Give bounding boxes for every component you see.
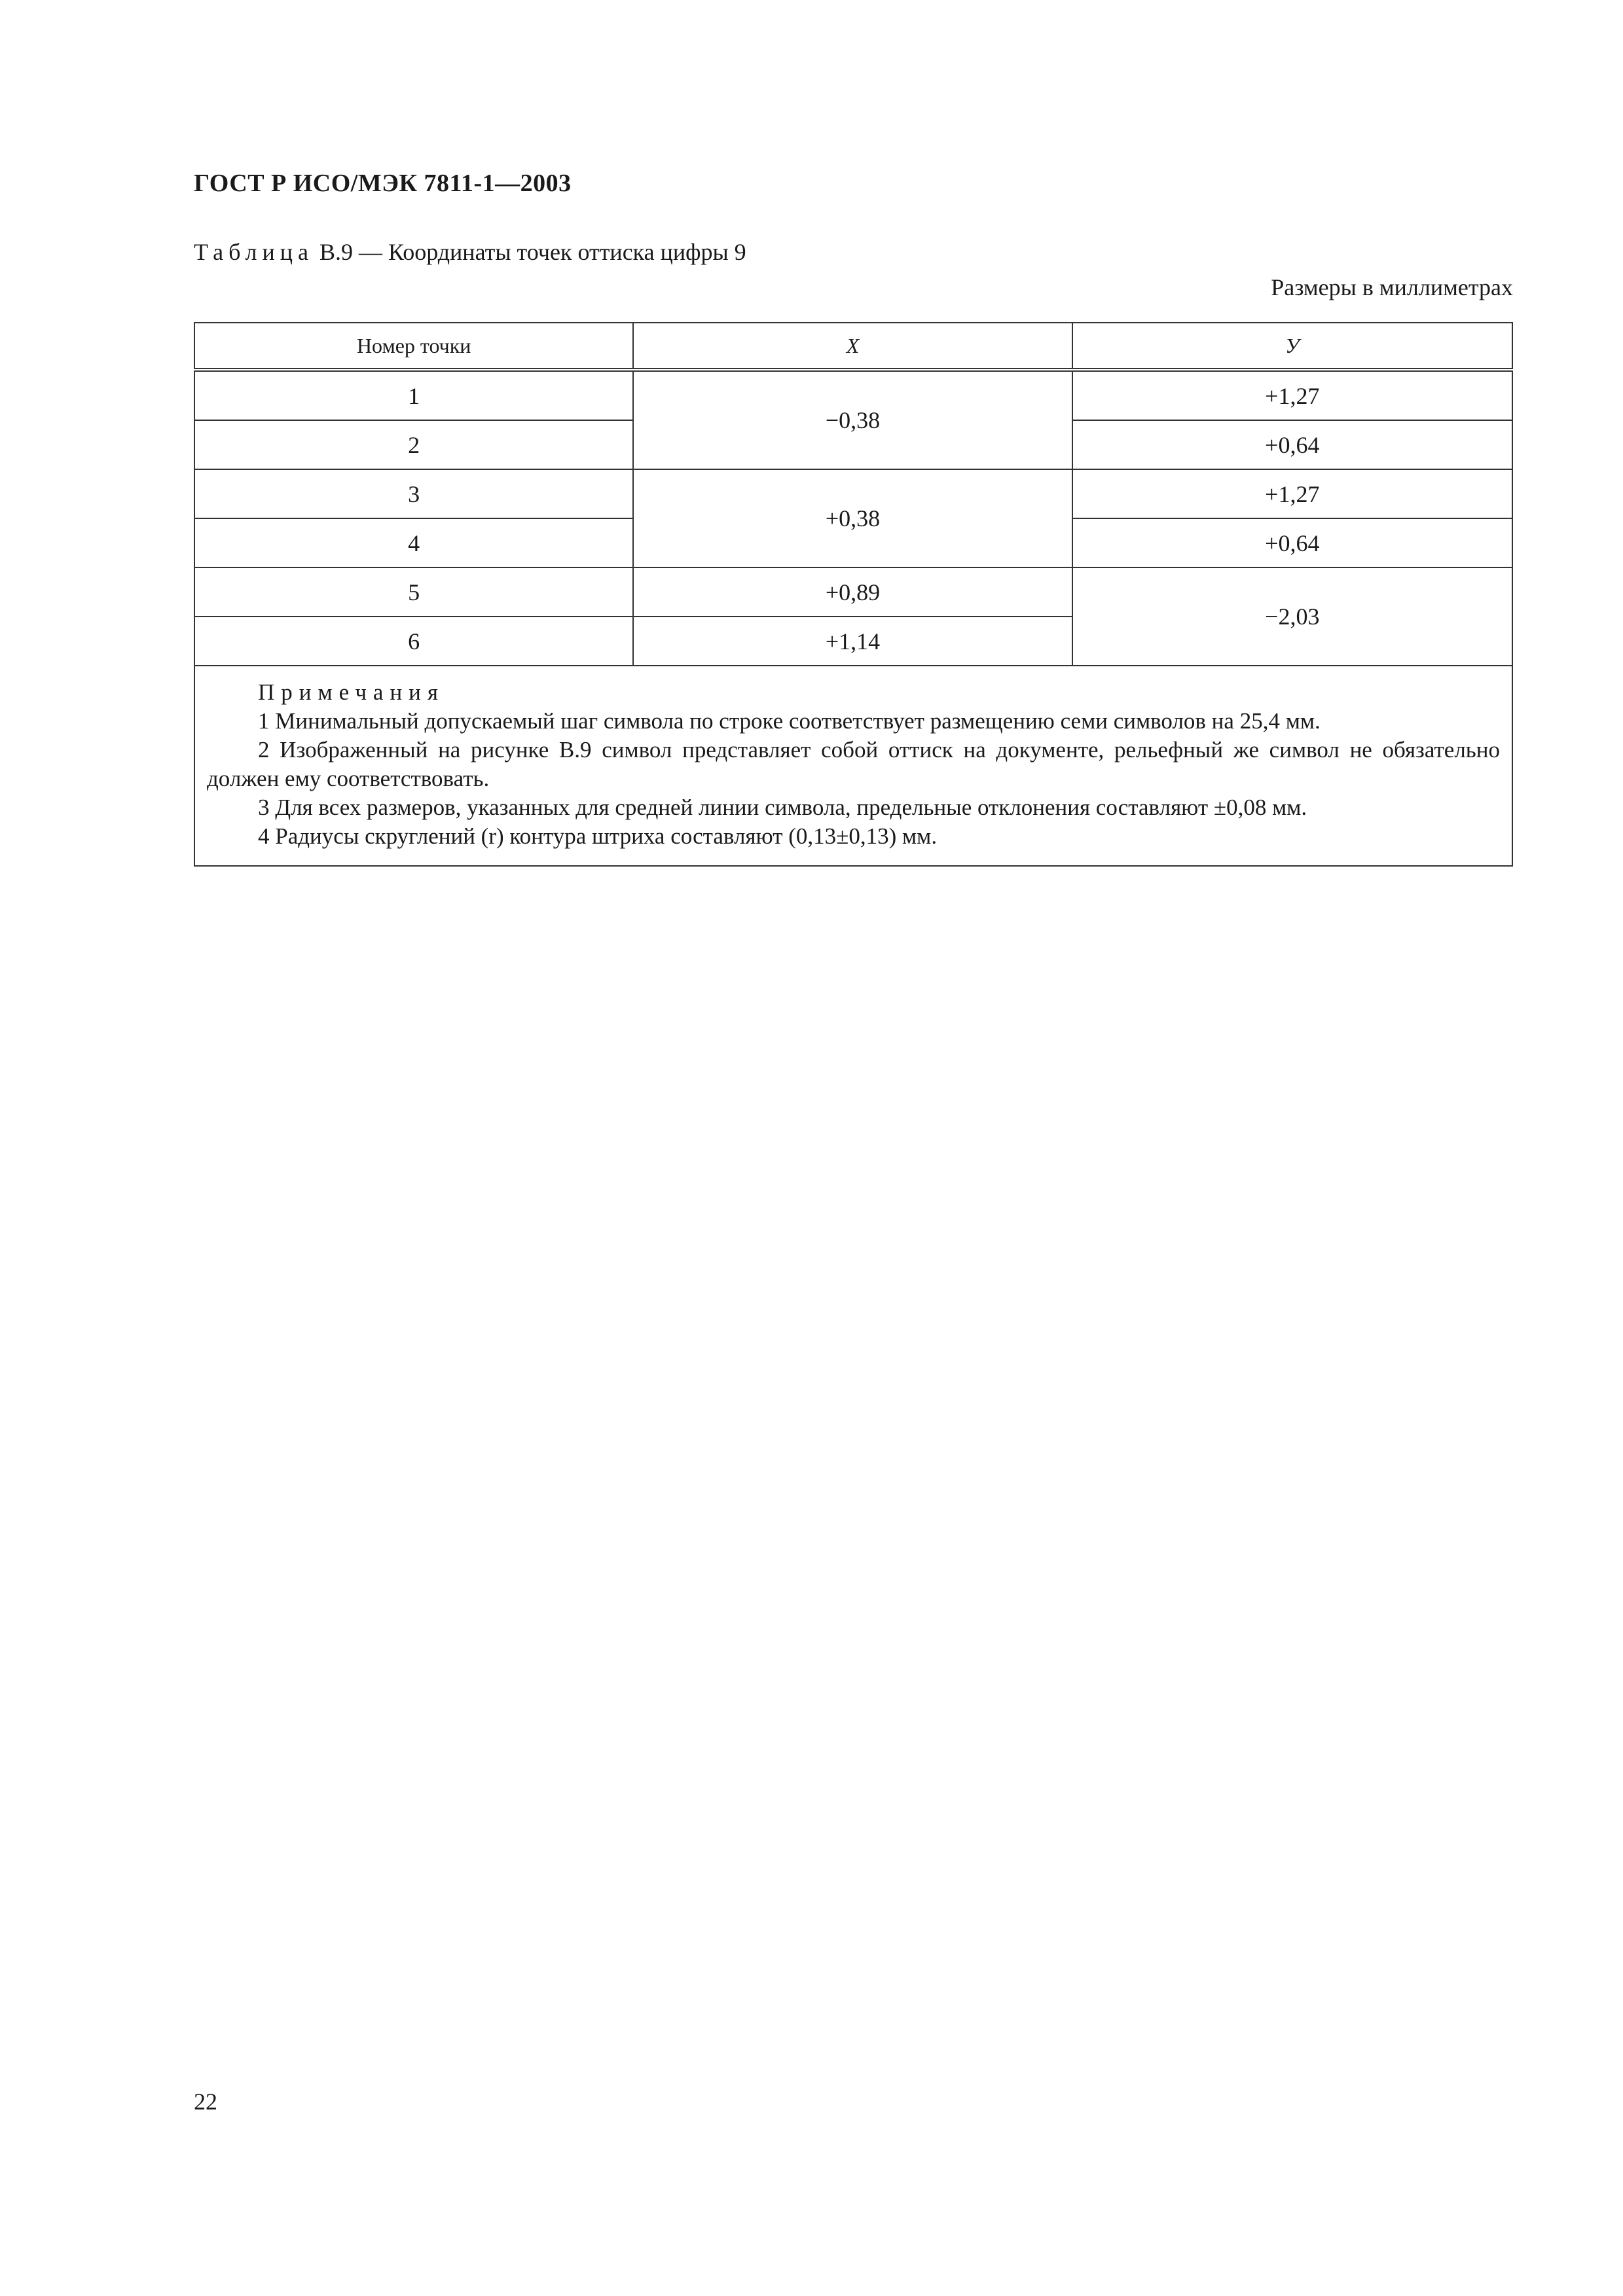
point-number-cell: 3 — [194, 469, 633, 518]
point-number-cell: 5 — [194, 567, 633, 617]
table-header-row — [194, 323, 1512, 370]
note-item: 4 Радиусы скруглений (r) контура штриха составляют (0,13±0,13) мм. — [258, 823, 938, 849]
document-header: ГОСТ Р ИСО/МЭК 7811-1—2003 — [194, 170, 572, 197]
column-header-y: У — [1072, 323, 1512, 370]
y-value-cell: +0,64 — [1072, 518, 1512, 567]
y-value-cell: +1,27 — [1072, 370, 1512, 420]
column-header-point: Номер точки — [194, 323, 633, 370]
table-caption — [194, 238, 746, 266]
table-row — [194, 370, 1512, 420]
y-value-cell: −2,03 — [1072, 567, 1512, 666]
x-value-cell: −0,38 — [633, 370, 1072, 469]
note-item: 2 Изображенный на рисунке B.9 символ представляет собой оттиск на документе, рельефный же символ не обязательно должен ему соответствовать. — [207, 737, 1500, 791]
units-note: Размеры в миллиметрах — [1271, 274, 1513, 300]
page-number: 22 — [194, 2089, 217, 2115]
table-caption-text: B.9 — Координаты точек оттиска цифры 9 — [313, 239, 746, 265]
table-row — [194, 567, 1512, 617]
y-value-cell: +0,64 — [1072, 420, 1512, 469]
point-number-cell: 6 — [194, 617, 633, 666]
table-notes — [194, 666, 1513, 867]
note-item: 1 Минимальный допускаемый шаг символа по строке соответствует размещению семи символов на 25,4 мм. — [258, 708, 1321, 734]
column-header-x: X — [633, 323, 1072, 370]
point-number-cell: 2 — [194, 420, 633, 469]
notes-title: Примечания — [258, 679, 445, 705]
coordinates-table-container — [194, 322, 1513, 867]
table-row — [194, 469, 1512, 518]
y-value-cell: +1,27 — [1072, 469, 1512, 518]
note-item: 3 Для всех размеров, указанных для средней линии символа, предельные отклонения составляют ±0,08 мм. — [258, 795, 1307, 820]
point-number-cell: 1 — [194, 370, 633, 420]
x-value-cell: +0,89 — [633, 567, 1072, 617]
coordinates-table — [194, 322, 1513, 666]
x-value-cell: +0,38 — [633, 469, 1072, 567]
table-caption-label: Таблица — [194, 239, 314, 265]
x-value-cell: +1,14 — [633, 617, 1072, 666]
point-number-cell: 4 — [194, 518, 633, 567]
